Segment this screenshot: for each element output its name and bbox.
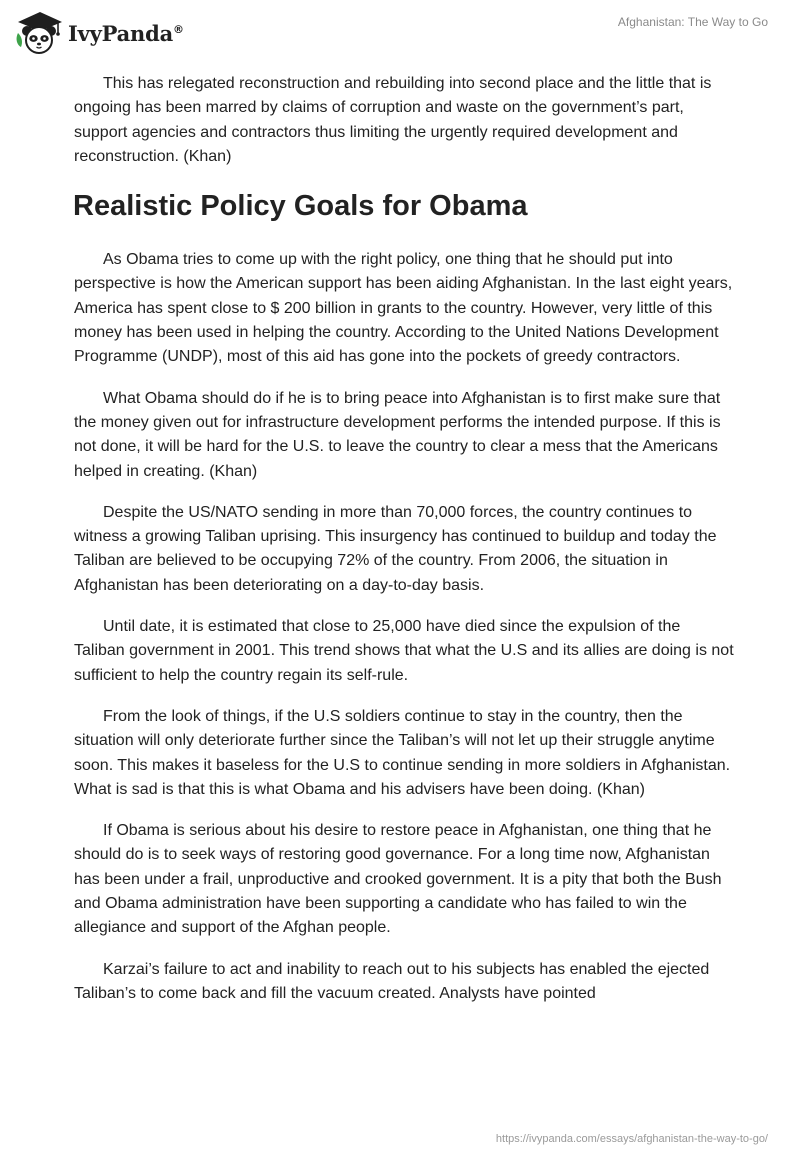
body-paragraph: As Obama tries to come up with the right policy, one thing that he should put into perspective is how the American support has been aiding Afghanistan. In the last eight years, America has spent close to $ 200 billion in grants to the country. However, very little of this money has been used in helping the country. According to the United Nations Development Programme (UNDP), most of this aid has gone into the pockets of greedy contractors. <box>74 251 733 366</box>
document-title: Afghanistan: The Way to Go <box>617 15 768 29</box>
body-paragraph: Karzai’s failure to act and inability to reach out to his subjects has enabled the ejected Taliban’s to come back and fill the vacuum created. Analysts have pointed <box>74 960 710 1002</box>
page-header <box>0 0 800 64</box>
body-paragraph: From the look of things, if the U.S soldiers continue to stay in the country, then the situation will only deteriorate further since the Taliban’s will not let up their struggle anytime soon. This makes it baseless for the U.S to continue sending in more soldiers in Afghanistan. What is sad is that this is what Obama and his advisers have been doing. (Khan) <box>74 707 731 798</box>
panda-graduate-icon <box>14 9 64 57</box>
source-url[interactable]: https://ivypanda.com/essays/afghanistan-the-way-to-go/ <box>495 1133 768 1145</box>
body-paragraph: What Obama should do if he is to bring peace into Afghanistan is to first make sure that the money given out for infrastructure development performs the intended purpose. If this is not done, it will be hard for the U.S. to leave the country to clear a mess that the Americans helped in creating. (Khan) <box>74 389 721 480</box>
body-paragraph: Until date, it is estimated that close to 25,000 have died since the expulsion of the Taliban government in 2001. This trend shows that what the U.S and its allies are doing is not sufficient to help the country regain its self-rule. <box>74 618 734 684</box>
brand-name: IvyPanda® <box>68 20 184 46</box>
brand-logo[interactable] <box>14 8 184 58</box>
essay-content <box>74 72 734 1023</box>
registered-mark: ® <box>173 22 184 36</box>
section-heading: Realistic Policy Goals for Obama <box>73 190 528 223</box>
intro-paragraph: This has relegated reconstruction and rebuilding into second place and the little that is ongoing has been marred by claims of corruption and waste on the government’s part, support agencies and contractors thus limiting the urgently required development and reconstruction. (Khan) <box>74 75 712 165</box>
body-paragraph: Despite the US/NATO sending in more than 70,000 forces, the country continues to witness a growing Taliban uprising. This insurgency has continued to buildup and today the Taliban are believed to be occupying 72% of the country. From 2006, the situation in Afghanistan has been deteriorating on a day-to-day basis. <box>74 503 717 594</box>
body-paragraph: If Obama is serious about his desire to restore peace in Afghanistan, one thing that he should do is to seek ways of restoring good governance. For a long time now, Afghanistan has been under a frail, unproductive and crooked government. It is a pity that both the Bush and Obama administration have been supporting a candidate who has failed to win the allegiance and support of the Afghan people. <box>74 822 722 937</box>
